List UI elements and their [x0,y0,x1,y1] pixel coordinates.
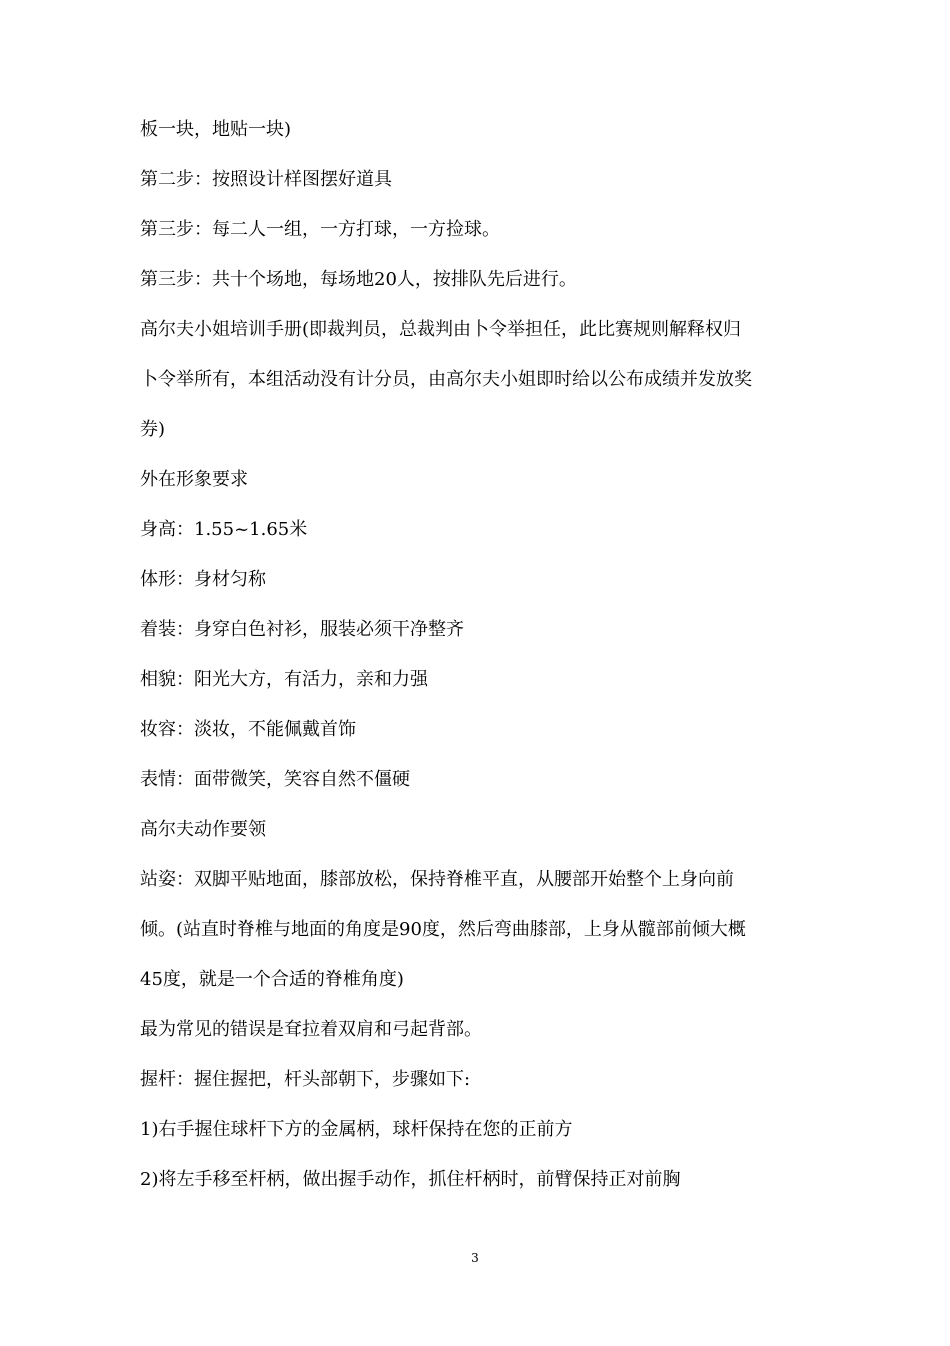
text-line: 45度，就是一个合适的脊椎角度) [140,969,404,990]
text-line: 卜令举所有，本组活动没有计分员，由高尔夫小姐即时给以公布成绩并发放奖 [140,369,752,390]
text-line: 站姿：双脚平贴地面，膝部放松，保持脊椎平直，从腰部开始整个上身向前 [140,869,734,890]
text-line: 妆容：淡妆，不能佩戴首饰 [140,719,356,740]
page-number: 3 [471,1251,479,1265]
text-line: 体形：身材匀称 [140,569,266,590]
text-line: 券) [140,419,166,440]
text-line: 握杆：握住握把，杆头部朝下，步骤如下: [140,1069,471,1090]
text-line: 第三步：共十个场地，每场地20人，按排队先后进行。 [140,269,577,290]
text-line: 身高：1.55~1.65米 [140,519,308,540]
text-line: 第二步：按照设计样图摆好道具 [140,169,392,190]
text-line: 表情：面带微笑，笑容自然不僵硬 [140,769,410,790]
text-line: 第三步：每二人一组，一方打球，一方捡球。 [140,219,500,240]
text-line: 最为常见的错误是耷拉着双肩和弓起背部。 [140,1019,482,1040]
text-line: 1)右手握住球杆下方的金属柄，球杆保持在您的正前方 [140,1119,573,1140]
text-line: 2)将左手移至杆柄，做出握手动作，抓住杆柄时，前臂保持正对前胸 [140,1169,681,1190]
text-line: 相貌：阳光大方，有活力，亲和力强 [140,669,428,690]
text-line: 板一块，地贴一块) [140,119,292,140]
text-line: 倾。(站直时脊椎与地面的角度是90度，然后弯曲膝部，上身从髋部前倾大概 [140,919,746,940]
text-line: 着装：身穿白色衬衫，服装必须干净整齐 [140,619,464,640]
text-line: 高尔夫小姐培训手册(即裁判员，总裁判由卜令举担任，此比赛规则解释权归 [140,319,742,340]
section-heading: 外在形象要求 [140,469,248,490]
section-heading: 高尔夫动作要领 [140,819,266,840]
